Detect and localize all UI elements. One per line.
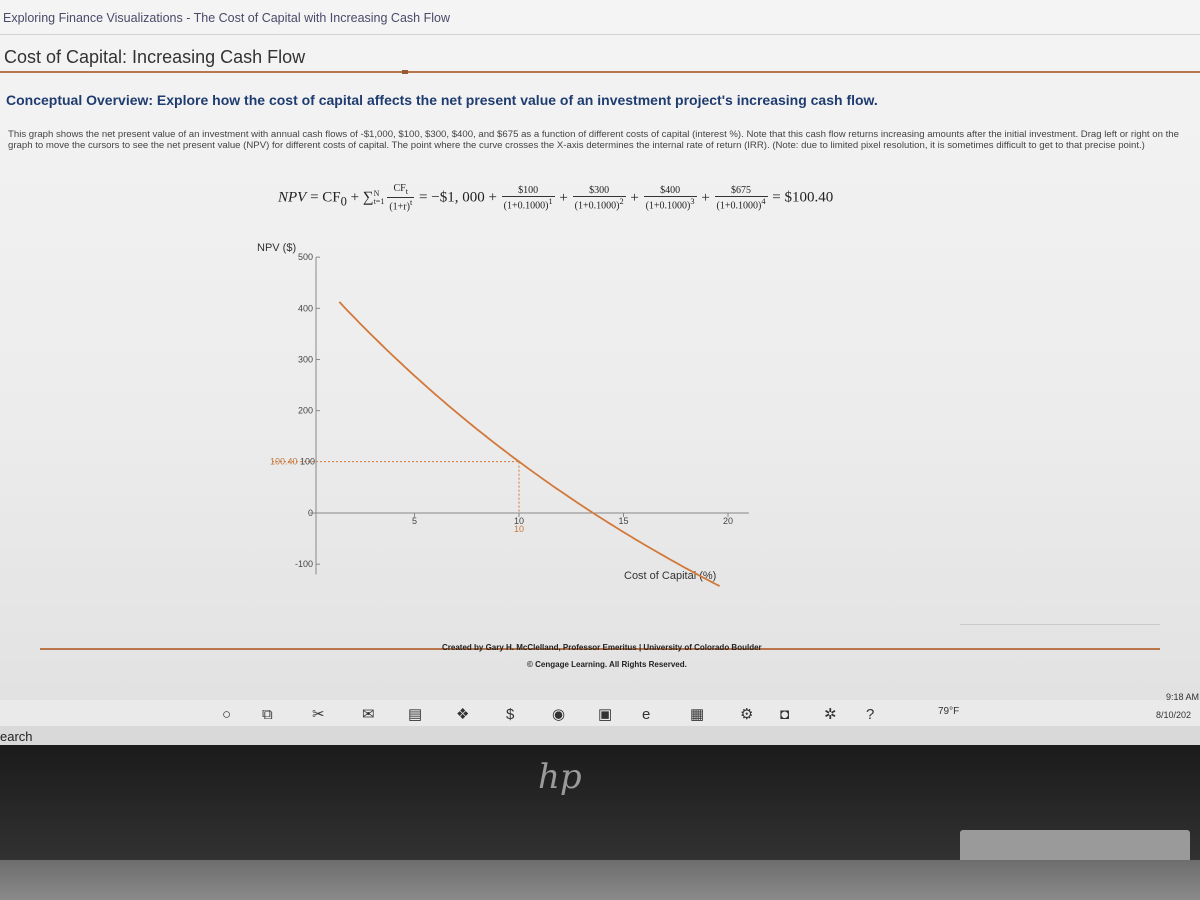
formula-cf0: = CF — [306, 189, 341, 206]
x-tick-label: 5 — [411, 516, 418, 526]
npv-curve — [339, 302, 719, 586]
clock-time[interactable]: 9:18 AM — [1166, 692, 1200, 702]
y-tick-label: 500 — [297, 252, 313, 263]
help-icon[interactable]: ? — [866, 706, 875, 723]
x-axis-label: Cost of Capital (%) — [624, 570, 717, 582]
chrome-icon[interactable]: ◉ — [552, 706, 566, 723]
y-tick-label: 0 — [307, 508, 313, 518]
formula-plus: + — [346, 189, 363, 206]
y-tick-label: -100 — [294, 559, 313, 570]
formula-result: = $100.40 — [768, 189, 834, 206]
mail-icon[interactable]: ✉ — [362, 706, 375, 723]
x-tick-label: 10 — [513, 516, 525, 526]
formula-plus: + — [697, 189, 714, 206]
clock-date[interactable]: 8/10/202 — [1156, 710, 1192, 720]
formula-term-2: $\frac{\$300}{(1+0.1000)^2}$ — [574, 184, 624, 211]
search-box[interactable]: earch — [0, 729, 33, 744]
y-tick-label: 200 — [297, 405, 313, 416]
x-tick-label: 20 — [722, 516, 734, 526]
formula-cf0-value: = −$1, 000 + — [415, 189, 501, 206]
conceptual-overview: Conceptual Overview: Explore how the cost of capital affects the net present value of an investment project's increasing cash flow. — [6, 92, 878, 108]
photos-icon[interactable]: ▦ — [690, 706, 705, 723]
formula-term-1: $\frac{\$100}{(1+0.1000)^1}$ — [503, 184, 553, 211]
snipping-icon[interactable]: ✂ — [312, 706, 325, 723]
cursor-y-label: 100.40 — [270, 456, 298, 467]
edge-icon[interactable]: e — [642, 706, 651, 723]
keyboard-edge — [0, 860, 1200, 900]
y-axis-label: NPV ($) — [257, 242, 297, 254]
app-icon[interactable]: ◘ — [780, 706, 790, 723]
gear-icon[interactable]: ✲ — [824, 706, 837, 723]
store-icon[interactable]: ▣ — [598, 706, 613, 723]
settings-icon[interactable]: ⚙ — [740, 706, 754, 723]
formula-lhs: NPV — [278, 189, 307, 206]
formula-sum-bounds: N t=1 — [373, 189, 385, 207]
formula-general-term: $\frac{CF_t}{(1+r)^t}$ — [389, 183, 413, 213]
notes-icon[interactable]: ▤ — [408, 706, 423, 723]
cortana-icon[interactable]: ○ — [222, 706, 232, 723]
task-view-icon[interactable]: ⧉ — [262, 706, 273, 723]
footer-rule-upper — [960, 624, 1160, 625]
formula-plus: + — [555, 189, 572, 206]
formula-sum: ∑ — [362, 189, 374, 206]
y-tick-label: 400 — [297, 303, 313, 314]
page-heading: Cost of Capital: Increasing Cash Flow — [4, 47, 306, 67]
formula-term-4: $\frac{\$675}{(1+0.1000)^4}$ — [716, 184, 766, 211]
hp-logo: hp — [538, 757, 582, 797]
credit-author: Created by Gary H. McClelland, Professor Emeritus | University of Colorado Boulder — [442, 643, 762, 652]
credit-copyright: © Cengage Learning. All Rights Reserved. — [527, 660, 687, 669]
window-title: Exploring Finance Visualizations - The Cost of Capital with Increasing Cash Flow — [3, 11, 450, 25]
description-text: This graph shows the net present value of an investment with annual cash flows of -$1,000, $100, $300, $400, and $675 as a function of different costs of capital (interest %). Note that this cash flow returns increasing amounts after the initial investment. Drag left or right on the graph to move the cursors to see the net present value (NPV) for different costs of capital. The point where the curve crosses the X-axis determines the internal rate of return (IRR). (Note: due to limited pixel resolution, it is sometimes difficult to get to that precise point.) — [8, 129, 1179, 152]
formula-cf0-sub: 0 — [340, 194, 347, 209]
cursor-x-label: 10 — [513, 524, 525, 534]
y-tick-label: 300 — [297, 354, 313, 365]
x-tick-label: 15 — [618, 516, 629, 526]
dropbox-icon[interactable]: ❖ — [456, 706, 470, 723]
formula-term-3: $\frac{\$400}{(1+0.1000)^3}$ — [645, 184, 695, 211]
weather-temp[interactable]: 79°F — [938, 706, 960, 717]
formula-plus: + — [626, 189, 643, 206]
money-icon[interactable]: $ — [506, 706, 515, 723]
cursor-y-label-secondary: 100 — [300, 456, 316, 467]
